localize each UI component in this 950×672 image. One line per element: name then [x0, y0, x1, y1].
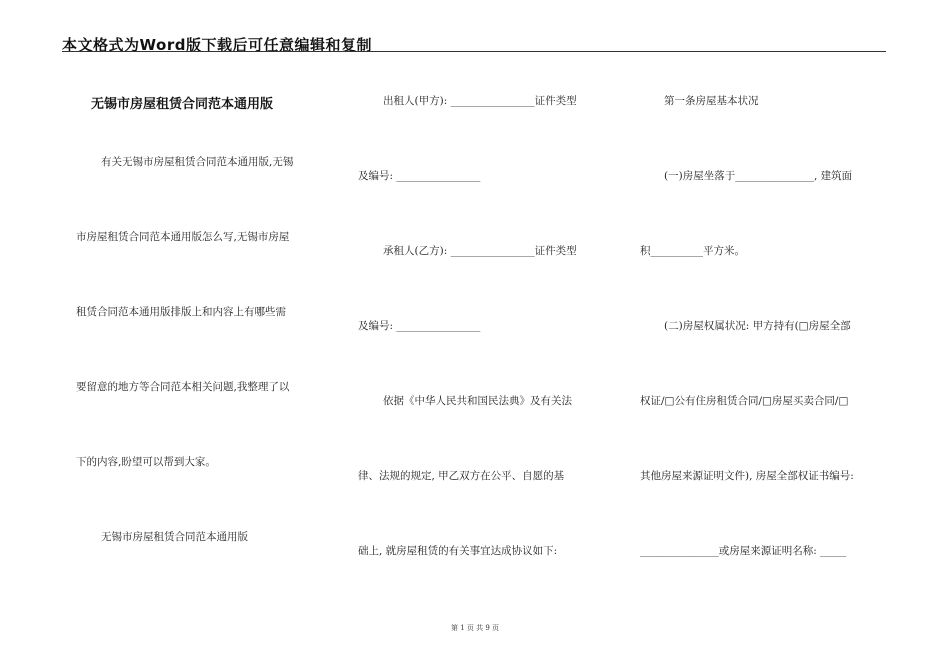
- paragraph-line: 础上, 就房屋租赁的有关事宜达成协议如下:: [358, 545, 558, 557]
- page-number: 第 1 页 共 9 页: [450, 624, 500, 632]
- lessor-id-line: 及编号: ________________: [358, 170, 481, 182]
- paragraph-line: 律、法规的规定, 甲乙双方在公平、自愿的基: [358, 470, 565, 482]
- article-heading: 第一条房屋基本状况: [664, 95, 759, 107]
- paragraph-line: 下的内容,盼望可以帮到大家。: [76, 456, 216, 468]
- lessor-line: 出租人(甲方): ________________证件类型: [383, 95, 577, 107]
- section-heading: 无锡市房屋租赁合同范本通用版: [101, 531, 248, 543]
- header-divider: [62, 51, 886, 52]
- paragraph-line: 要留意的地方等合同范本相关问题,我整理了以: [76, 381, 290, 393]
- contract-title: 无锡市房屋租赁合同范本通用版: [91, 97, 274, 112]
- paragraph-line: 有关无锡市房屋租赁合同范本通用版,无锡: [101, 156, 294, 168]
- paragraph-line: 依据《中华人民共和国民法典》及有关法: [383, 395, 572, 407]
- paragraph-line: (一)房屋坐落于_______________, 建筑面: [664, 170, 853, 182]
- lessee-id-line: 及编号: ________________: [358, 320, 481, 332]
- document-header-title: 本文格式为Word版下载后可任意编辑和复制: [62, 36, 372, 54]
- paragraph-line: 其他房屋来源证明文件), 房屋全部权证书编号:: [640, 470, 854, 482]
- paragraph-line: 积__________平方米。: [640, 245, 745, 257]
- paragraph-line: _______________或房屋来源证明名称: _____: [640, 545, 847, 557]
- paragraph-line: 租赁合同范本通用版排版上和内容上有哪些需: [76, 306, 286, 318]
- lessee-line: 承租人(乙方): ________________证件类型: [383, 245, 577, 257]
- paragraph-line: (二)房屋权属状况: 甲方持有(□房屋全部: [664, 320, 851, 332]
- paragraph-line: 权证/□公有住房租赁合同/□房屋买卖合同/□: [640, 395, 849, 407]
- paragraph-line: 市房屋租赁合同范本通用版怎么写,无锡市房屋: [76, 231, 290, 243]
